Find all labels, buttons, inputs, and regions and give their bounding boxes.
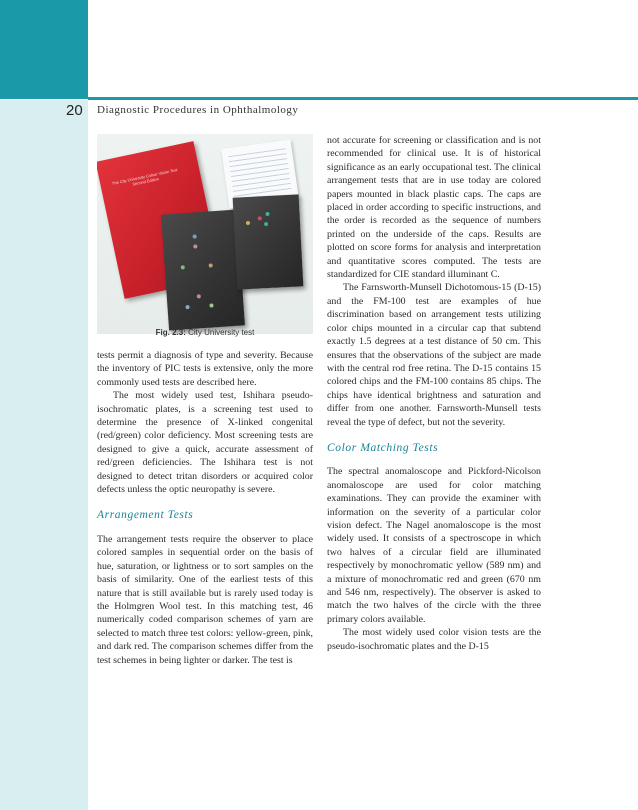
figure-photo xyxy=(97,134,313,334)
paragraph: The spectral anomaloscope and Pickford-Nicolson anomaloscope are used for color matching examinations. They can provide the examiner with information on the severity of a particular color vision defect. The Nagel anomaloscope is the most widely used. It consists of a spectroscope in which two halves of a circular field are illuminated respectively by monochromatic yellow (589 nm) and a mixture of monochromatic red and green (670 nm and 546 nm, respectively). The observer is asked to match the two halves of the circle with the three primary colors available. xyxy=(327,466,541,625)
booklet-title: The City University Colour Vision Test Second Edition xyxy=(111,167,178,187)
running-title: Diagnostic Procedures in Ophthalmology xyxy=(97,104,299,116)
left-column xyxy=(97,349,313,667)
paragraph: The most widely used color vision tests are the pseudo-isochromatic plates and the D-15 xyxy=(327,627,541,652)
caption-text: City University test xyxy=(188,328,255,337)
header-color-block xyxy=(0,0,88,99)
figure-caption xyxy=(97,328,313,337)
paragraph: not accurate for screening or classification and is not recommended for clinical use. It is of historical significance as an early occupational test. The clinical arrangement tests that are in use today are colored papers mounted in black plastic caps. The caps are placed in order according to specific instructions, and the order is recorded as the sequence of numbers printed on the underside of the caps. Results are plotted on score forms for analysis and interpretation and quantitative scores computed. The tests are standardized for CIE standard illuminant C. xyxy=(327,135,541,281)
margin-strip xyxy=(0,100,88,810)
paragraph: tests permit a diagnosis of type and severity. Because the inventory of PIC tests is extensive, only the more commonly used tests are described here. xyxy=(97,350,313,388)
right-column xyxy=(327,134,541,653)
test-plate-front xyxy=(161,209,245,330)
header-rule xyxy=(88,97,638,100)
caption-label: Fig. 2.3: xyxy=(155,328,186,337)
section-heading-arrangement-tests: Arrangement Tests xyxy=(97,509,194,522)
page-number: 20 xyxy=(66,102,83,119)
test-plate-back xyxy=(233,194,304,289)
paragraph: The most widely used test, Ishihara pseudo-isochromatic plates, is a screening test used to determine the presence of X-linked congenital (red/green) color deficiency. Most screening tests are designed to give a quick, accurate assessment of red/green deficiencies. The Ishihara test is not designed to detect tritan disorders or acquired color defects unless the optic neuropathy is severe. xyxy=(97,390,313,496)
paragraph: The arrangement tests require the observer to place colored samples in sequential order on the basis of hue, saturation, or lightness or to sort samples on the basis of similarity. One of the earliest tests of this nature that is still available but is rarely used today is the Holmgren Wool test. In this matching test, 46 numerically coded comparison schemes of yarn are selected to match three test colors: yellow-green, pink, and dark red. The comparison schemes differ from the test schemes in being lighter or darker. The test is xyxy=(97,533,313,666)
paragraph: The Farnsworth-Munsell Dichotomous-15 (D-15) and the FM-100 test are examples of hue discrimination based on arrangement tests utilizing color chips mounted in a circular cap that subtend exactly 1.5 degrees at a test distance of 50 cm. This ensures that the observations of the subject are made with the central rod free retina. The D-15 contains 15 colored chips and the FM-100 contains 85 chips. The chips have identical brightness and saturation and differ from one another. Farnsworth-Munsell tests reveal the type of defect, but not the severity. xyxy=(327,282,541,428)
section-heading-color-matching-tests: Color Matching Tests xyxy=(327,441,439,454)
